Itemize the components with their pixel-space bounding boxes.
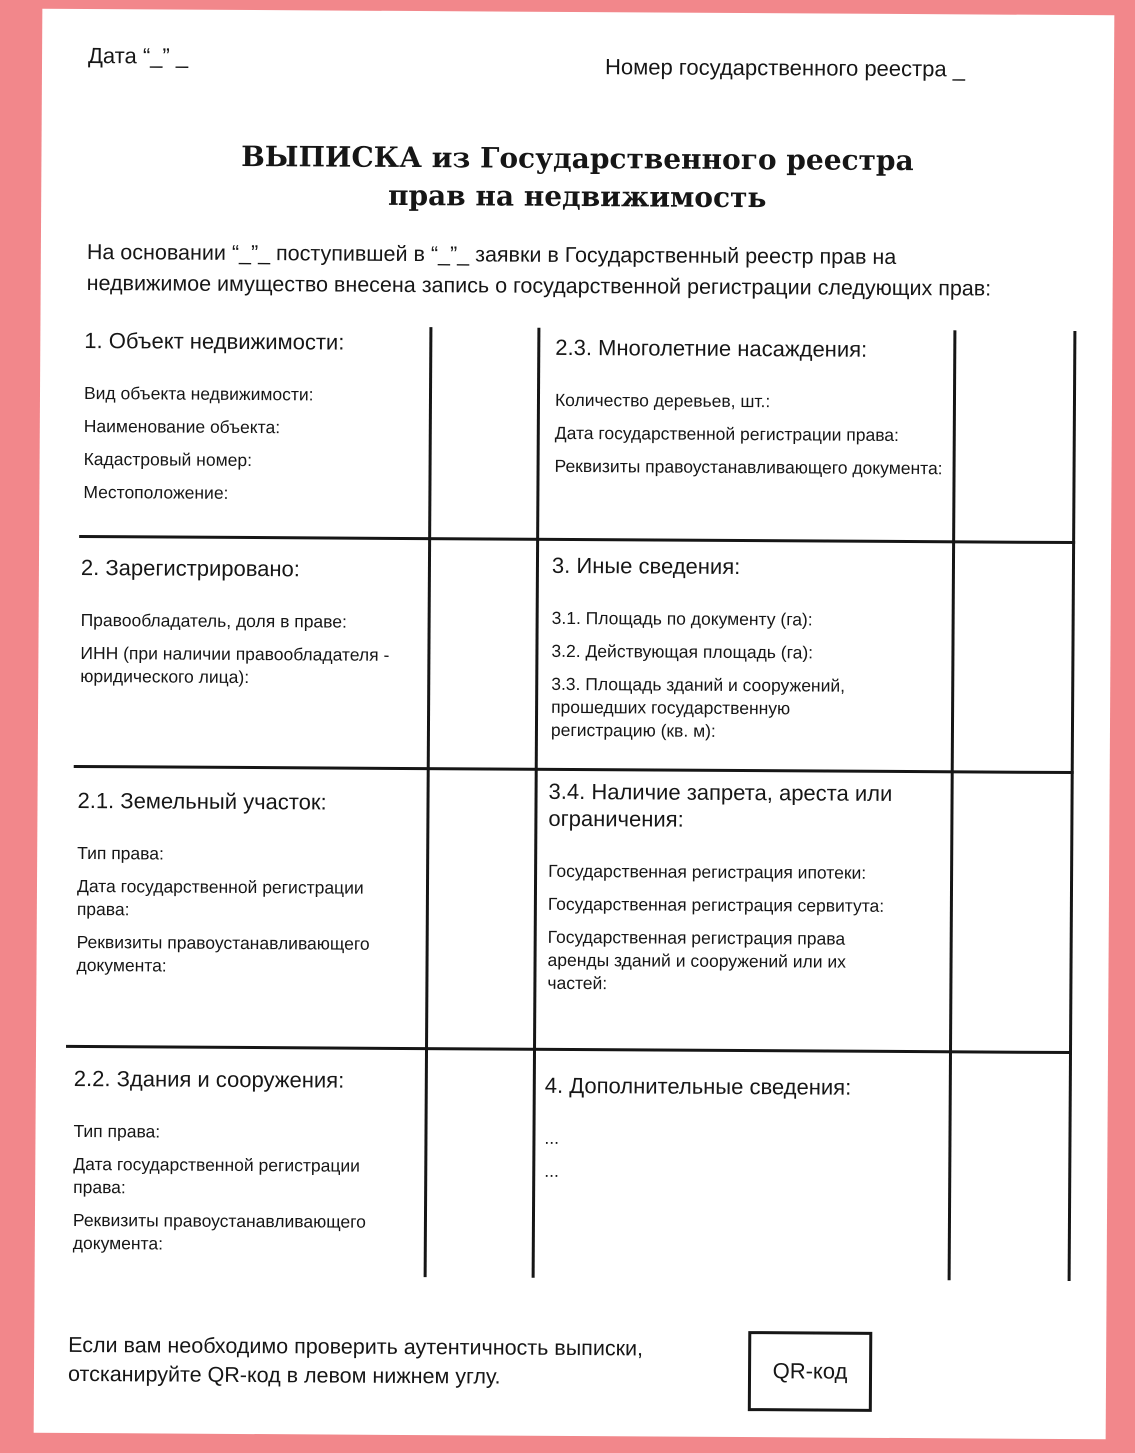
section-additional-info bbox=[544, 1072, 940, 1195]
grid-vline-left bbox=[424, 327, 433, 1277]
title-line-1: ВЫПИСКА из Государственного реестра bbox=[241, 139, 914, 178]
field-label: 3.1. Площадь по документу (га): bbox=[551, 607, 813, 630]
field-label: ... bbox=[544, 1127, 560, 1148]
intro-paragraph bbox=[87, 237, 1097, 305]
section-registered bbox=[80, 554, 421, 700]
intro-line-1: На основании “_”_ поступившей в “_”_ заявки в Государственный реестр прав на bbox=[86, 240, 897, 269]
grid-hline-2 bbox=[74, 765, 1074, 774]
section-heading: 1. Объект недвижимости: bbox=[84, 328, 345, 355]
grid-vline-center bbox=[532, 328, 541, 1278]
field-label: Тип права: bbox=[77, 842, 164, 864]
date-field: Дата “_” _ bbox=[87, 43, 189, 69]
section-buildings bbox=[73, 1065, 414, 1267]
section-heading: 2.3. Многолетние насаждения: bbox=[555, 334, 868, 362]
field-label: Наименование объекта: bbox=[83, 416, 281, 438]
document-page bbox=[34, 9, 1115, 1440]
registry-number-field: Номер государственного реестра _ bbox=[604, 54, 966, 82]
intro-line-2: недвижимое имущество внесена запись о государственной регистрации следующих прав: bbox=[86, 271, 992, 301]
section-heading: 3. Иные сведения: bbox=[551, 552, 741, 580]
grid-vline-edge bbox=[1068, 331, 1077, 1281]
grid-hline-3 bbox=[66, 1045, 1072, 1054]
field-label: 3.2. Действующая площадь (га): bbox=[551, 640, 814, 663]
field-label: Реквизиты правоустанавливающего документа: bbox=[76, 931, 370, 976]
section-heading: 4. Дополнительные сведения: bbox=[544, 1072, 852, 1100]
qr-code-placeholder[interactable] bbox=[748, 1331, 872, 1412]
field-label: Реквизиты правоустанавливающего документа: bbox=[72, 1209, 366, 1254]
section-object bbox=[83, 327, 424, 516]
grid-hline-1 bbox=[79, 535, 1075, 544]
title-line-2: прав на недвижимость bbox=[387, 178, 767, 215]
field-label: Количество деревьев, шт.: bbox=[554, 389, 771, 412]
field-label: Дата государственной регистрации права: bbox=[73, 1153, 361, 1198]
qr-code-label: QR-код bbox=[772, 1358, 848, 1384]
field-label: Дата государственной регистрации права: bbox=[554, 422, 900, 445]
verification-note: Если вам необходимо проверить аутентичность выписки, отсканируйте QR-код в левом нижнем углу. bbox=[67, 1332, 644, 1389]
field-label: Государственная регистрация права аренды зданий и сооружений или их частей: bbox=[547, 926, 846, 994]
document-title bbox=[41, 137, 1113, 220]
section-heading: 2. Зарегистрировано: bbox=[80, 554, 301, 582]
section-heading: 2.1. Земельный участок: bbox=[77, 787, 327, 815]
field-label: Тип права: bbox=[73, 1120, 161, 1142]
field-label: ... bbox=[544, 1160, 559, 1181]
field-label: Государственная регистрация сервитута: bbox=[547, 893, 885, 916]
field-label: ИНН (при наличии правообладателя - юридического лица): bbox=[80, 642, 390, 688]
field-label: Реквизиты правоустанавливающего документа: bbox=[554, 455, 943, 479]
section-heading: 2.2. Здания и сооружения: bbox=[73, 1065, 345, 1093]
section-encumbrances bbox=[547, 778, 898, 1007]
field-label: Дата государственной регистрации права: bbox=[76, 875, 364, 920]
field-label: Правообладатель, доля в праве: bbox=[80, 609, 347, 632]
field-label: 3.3. Площадь зданий и сооружений, прошедших государственную регистрацию (кв. м): bbox=[550, 673, 846, 741]
section-other-info bbox=[551, 552, 892, 754]
section-heading: 3.4. Наличие запрета, ареста или ограничения: bbox=[548, 778, 893, 832]
field-label: Кадастровый номер: bbox=[83, 448, 253, 471]
section-land-plot bbox=[76, 787, 417, 989]
field-label: Государственная регистрация ипотеки: bbox=[548, 860, 867, 883]
field-label: Вид объекта недвижимости: bbox=[83, 383, 314, 405]
section-perennial-plantings bbox=[554, 334, 950, 490]
field-label: Местоположение: bbox=[83, 481, 229, 503]
